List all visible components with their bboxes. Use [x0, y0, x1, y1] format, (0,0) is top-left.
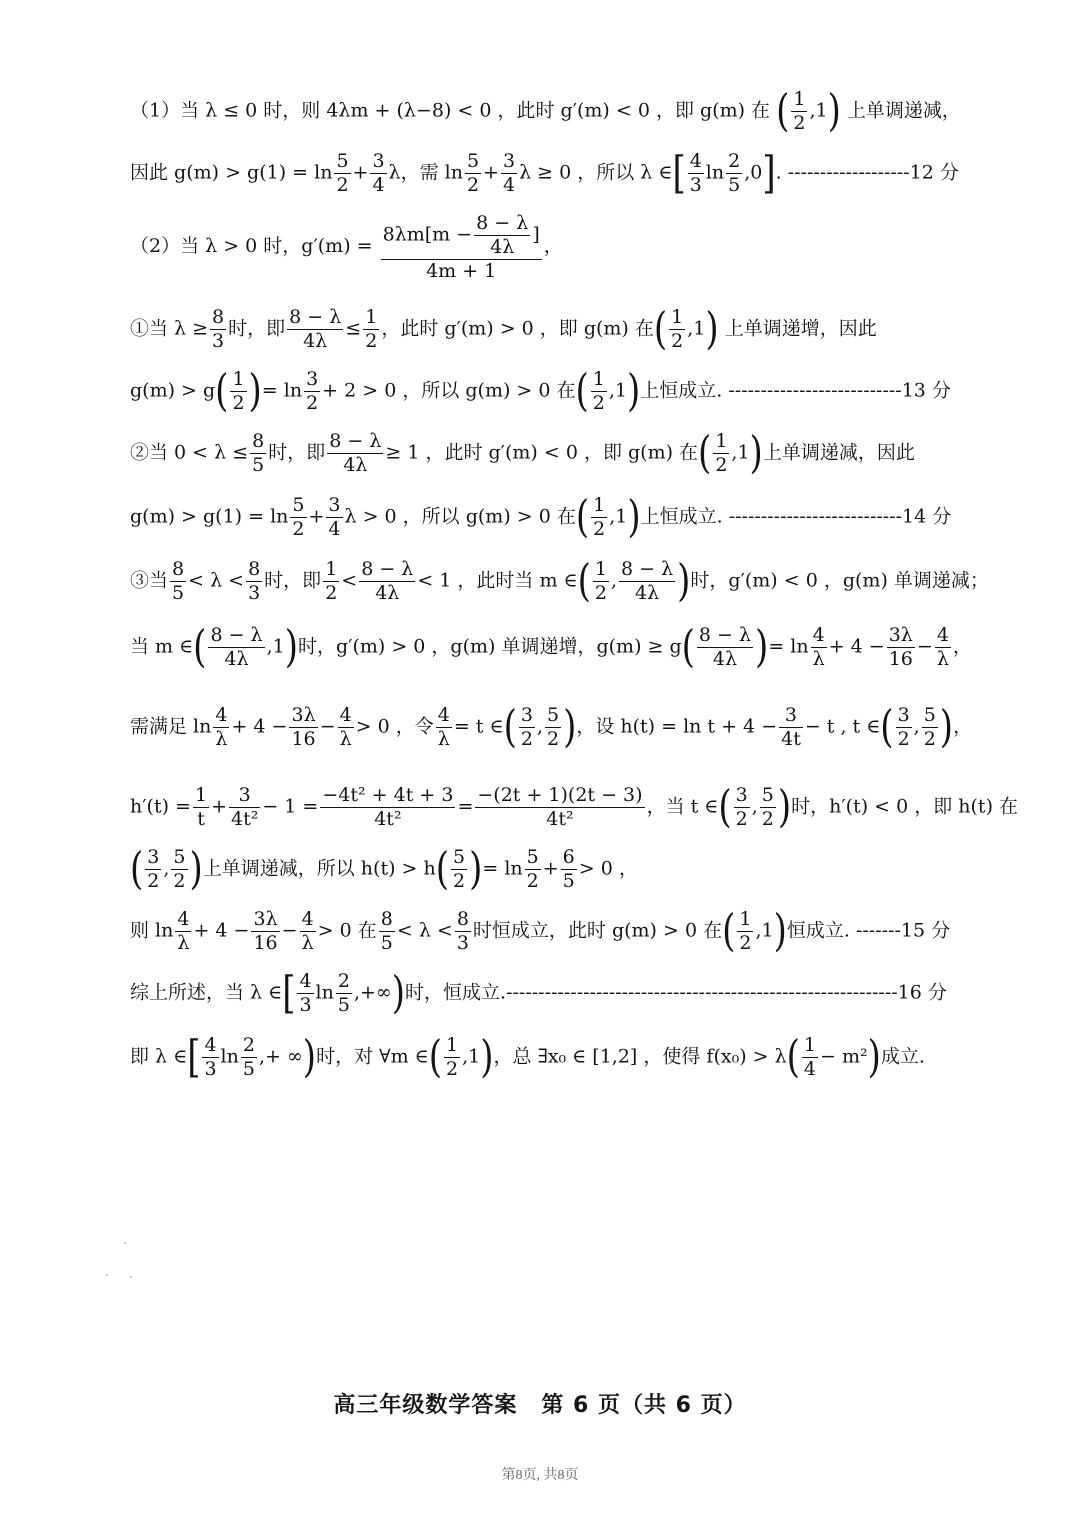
- text: −: [281, 919, 298, 942]
- fraction: $\frac{6}{5}$: [562, 846, 575, 892]
- fraction: $\frac{5}{2}$: [526, 846, 539, 892]
- text: ,1: [266, 635, 285, 658]
- fraction: $\frac{3}{2}$: [306, 368, 319, 414]
- fraction: $\frac{1}{2}$: [593, 494, 606, 540]
- text: 上单调递减，: [846, 99, 961, 122]
- fraction: $\frac{3}{2}$: [897, 704, 910, 750]
- fraction: $\frac{4}{3}$: [299, 970, 312, 1016]
- text: ln: [705, 161, 725, 184]
- text: ，总 ∃x₀ ∈ [1,2] ，使得 f(x₀) > λ: [493, 1045, 787, 1068]
- text: h′(t) =: [130, 795, 191, 818]
- text: − m²: [820, 1045, 868, 1068]
- text: ,+∞: [353, 981, 392, 1004]
- line-8: ③当 $\frac{8}{5}$ < λ < $\frac{8}{3}$ 时，即 $\frac{1}{2}$ < $\frac{8 - \lambda}{4\lambda}$ < 1 ，此时当 m ∈( $\frac{1}{2}$ , $\frac{8 - \lambda}{4\lambda}$ )时，g′(m) < 0 ，g(m) 单调递减；: [130, 555, 989, 608]
- fraction: $\frac{8 - \lambda}{4\lambda}$: [210, 624, 263, 670]
- fraction: $\frac{3}{\text{4t²}}$: [231, 784, 259, 830]
- paren: ): [867, 1031, 881, 1084]
- text: + 4 −: [193, 919, 250, 942]
- fraction: $\frac{8 - \lambda}{4\lambda}$: [289, 306, 342, 352]
- text: 时恒成立，此时 g(m) > 0 在: [472, 919, 723, 942]
- fraction: $\frac{1}{4}$: [803, 1034, 817, 1080]
- paren: (: [193, 621, 207, 674]
- paren: ): [480, 1031, 494, 1084]
- text: −: [916, 635, 933, 658]
- fraction: $\frac{8}{5}$: [380, 908, 393, 954]
- text: = t ∈: [453, 715, 504, 738]
- paren: (: [503, 701, 517, 754]
- text: ，需 ln: [400, 161, 463, 184]
- fraction: $\frac{3}{4}$: [328, 494, 341, 540]
- text: ②当 0 < λ ≤: [130, 441, 249, 464]
- text: > 0 ，: [578, 857, 638, 880]
- line-9: [130, 621, 972, 674]
- line-2: 因此 g(m) > g(1) = ln $\frac{5}{2}$ + $\frac{3}{4}$ λ，需 ln $\frac{5}{2}$ + $\frac{3}{4}$ λ ≥ 0 ，所以 λ ∈[ $\frac{4}{3}$ ln $\frac{2}{5}$ ,0]. -------------------12 分: [130, 147, 959, 200]
- text: < λ <: [188, 569, 245, 592]
- fraction: $\frac{3}{2}$: [735, 784, 748, 830]
- text: ,1: [609, 505, 628, 528]
- line-1: [130, 85, 961, 138]
- text: 成立.: [880, 1045, 925, 1068]
- text: ，: [953, 715, 973, 738]
- text: λ > 0 ，所以 g(m) > 0 在: [344, 505, 576, 528]
- paren: ): [563, 701, 577, 754]
- paren: ): [391, 967, 406, 1020]
- paren: ): [302, 1031, 317, 1084]
- text: − t , t ∈: [804, 715, 881, 738]
- paren: ): [627, 491, 641, 544]
- fraction: $\frac{1}{2}$: [715, 430, 728, 476]
- paren: ): [248, 365, 262, 418]
- text: 上单调递增，因此: [724, 317, 877, 340]
- fraction: $\frac{5}{2}$: [453, 846, 466, 892]
- text: ,1: [755, 919, 774, 942]
- bracket: ]: [762, 147, 776, 200]
- text: 恒成立. -------15 分: [786, 919, 951, 942]
- fraction: $\frac{3}{2}$: [520, 704, 533, 750]
- paren: (: [428, 1031, 442, 1084]
- fraction: $\frac{4}{\lambda}$: [936, 624, 949, 670]
- fraction: $\frac{3}{4}$: [372, 150, 385, 196]
- paren: (: [880, 701, 894, 754]
- text: − 1 =: [262, 795, 319, 818]
- paren: ): [939, 701, 954, 754]
- fraction: $\frac{1}{2}$: [365, 306, 378, 352]
- fraction: $\frac{8}{3}$: [212, 306, 225, 352]
- fraction: $\frac{1}{2}$: [793, 88, 806, 134]
- text: + 4 −: [231, 715, 288, 738]
- text: ln: [315, 981, 334, 1004]
- fraction: $\frac{5}{2}$: [923, 704, 936, 750]
- text: 上单调递减，所以 h(t) > h: [202, 857, 436, 880]
- text: ,1: [608, 379, 628, 402]
- fraction: $\frac{4}{\lambda}$: [177, 908, 190, 954]
- line-11: h′(t) = $\frac{1}{t}$ + $\frac{3}{\text{4t²}}$ − 1 = $\frac{\text{−4t² + 4t + 3}}{\text{4t²}}$ = $\frac{-(2t + 1)(2t - 3)}{\text{4t²}}$ ，当 t ∈( $\frac{3}{2}$ , $\frac{5}{2}$ )时，h′(t) < 0 ，即 h(t) 在: [130, 781, 1019, 834]
- fraction: $\frac{4}{\lambda}$: [437, 704, 450, 750]
- text: ,0: [744, 161, 763, 184]
- fraction: $\frac{8 - \lambda}{4\lambda}$: [698, 624, 752, 670]
- paren: ): [749, 427, 763, 480]
- text: 需满足 ln: [130, 715, 212, 738]
- bracket: [: [282, 967, 296, 1020]
- page-count: 第8页, 共8页: [501, 1468, 579, 1483]
- fraction: $\frac{1}{t}$: [194, 784, 208, 830]
- paren: (: [776, 85, 790, 138]
- text: 即 λ ∈: [130, 1045, 188, 1068]
- text: + 2 > 0 ，所以 g(m) > 0 在: [322, 379, 576, 402]
- line-6: [130, 427, 915, 480]
- line-12: ( $\frac{3}{2}$ , $\frac{5}{2}$ )上单调递减，所以 h(t) > h( $\frac{5}{2}$ )= ln $\frac{5}{2}$ + $\frac{6}{5}$ > 0 ，: [130, 843, 638, 896]
- line-15: [130, 1031, 925, 1084]
- fraction: $\frac{1}{2}$: [594, 558, 607, 604]
- paren: (: [653, 303, 668, 356]
- fraction: $\frac{1}{2}$: [592, 368, 605, 414]
- fraction: $\frac{1}{2}$: [232, 368, 245, 414]
- paren: (: [681, 621, 695, 674]
- text: < 1 ，此时当 m ∈: [417, 569, 578, 592]
- fraction: $\frac{5}{2}$: [546, 704, 560, 750]
- text: > 0 在: [317, 919, 377, 942]
- line-5: [130, 365, 951, 418]
- paren: ): [827, 85, 841, 138]
- fraction: $\frac{4}{\lambda}$: [215, 704, 228, 750]
- paren: ): [705, 303, 719, 356]
- fraction: $\frac{\text{−4t² + 4t + 3}}{\text{4t²}}$: [322, 784, 454, 830]
- paren: ): [189, 843, 203, 896]
- text: ln: [220, 1045, 239, 1068]
- fraction: 8λm[m − $\frac{8 - \lambda}{4\lambda}$ ] 4m + 1: [382, 212, 540, 282]
- text: 时，即: [228, 317, 286, 340]
- fraction: $\frac{3}{2}$: [147, 846, 160, 892]
- text: 时，g′(m) > 0 ，g(m) 单调递增，g(m) ≥ g: [297, 635, 682, 658]
- text: 时，恒成立.-------------------------------------------------------------16 分: [405, 981, 947, 1004]
- text: = ln: [482, 857, 523, 880]
- text: 综上所述，当 λ ∈: [130, 981, 283, 1004]
- text: 则 ln: [130, 919, 174, 942]
- paren: ): [284, 621, 298, 674]
- text: ，: [952, 635, 972, 658]
- text: 时，即: [268, 441, 326, 464]
- footer-title: 高三年级数学答案: [333, 1393, 518, 1418]
- line-10: 需满足 ln $\frac{4}{\lambda}$ + 4 − $\frac{3\lambda}{16}$ − $\frac{4}{\lambda}$ > 0 ，令 $\frac{4}{\lambda}$ = t ∈( $\frac{3}{2}$ , $\frac{5}{2}$ )，设 h(t) = ln t + 4 − $\frac{3}{4t}$ − t , t ∈( $\frac{3}{2}$ , $\frac{5}{2}$ )，: [130, 701, 973, 754]
- fraction: $\frac{1}{2}$: [325, 558, 338, 604]
- text: ≥ 0 ，所以 λ ∈: [537, 161, 673, 184]
- paren: (: [698, 427, 712, 480]
- line-13: [130, 905, 951, 958]
- fraction: $\frac{8}{3}$: [456, 908, 469, 954]
- fraction: $\frac{1}{2}$: [445, 1034, 459, 1080]
- fraction: $\frac{1}{2}$: [671, 306, 684, 352]
- fraction: $\frac{4}{3}$: [204, 1034, 217, 1080]
- text: ，设 h(t) = ln t + 4 −: [576, 715, 778, 738]
- fraction: $\frac{3\lambda}{16}$: [291, 704, 316, 750]
- fraction: $\frac{8 - \lambda}{4\lambda}$: [329, 430, 382, 476]
- bracket: [: [187, 1031, 201, 1084]
- paren: (: [575, 491, 590, 544]
- text: −: [319, 715, 336, 738]
- fraction: $\frac{2}{5}$: [242, 1034, 255, 1080]
- text: ≥ 1 ，此时 g′(m) < 0 ，即 g(m) 在: [385, 441, 699, 464]
- text: 上恒成立. ---------------------------13 分: [640, 379, 951, 402]
- line-14: [130, 967, 947, 1020]
- fraction: $\frac{8}{5}$: [252, 430, 265, 476]
- scan-speck: [124, 1242, 126, 1244]
- text: ≤: [345, 317, 362, 340]
- fraction: $\frac{8 - \lambda}{4\lambda}$: [361, 558, 414, 604]
- paren: (: [130, 843, 144, 896]
- fraction: $\frac{3\lambda}{16}$: [253, 908, 278, 954]
- text: ，: [543, 235, 563, 258]
- text: ，当 t ∈: [646, 795, 719, 818]
- text: λ: [388, 161, 401, 184]
- line-3: [130, 212, 563, 282]
- text: . -------------------12 分: [775, 161, 959, 184]
- text: 时，h′(t) < 0 ，即 h(t) 在: [791, 795, 1019, 818]
- bracket: [: [672, 147, 686, 200]
- text: = ln: [261, 379, 303, 402]
- page-footer: [0, 1388, 1080, 1419]
- text: 时，对 ∀m ∈: [316, 1045, 429, 1068]
- text: ,1: [462, 1045, 481, 1068]
- fraction: $\frac{5}{2}$: [466, 150, 480, 196]
- text: 因此 g(m) > g(1) = ln: [130, 161, 333, 184]
- text: ,1: [687, 317, 706, 340]
- text: 上单调递减，因此: [762, 441, 915, 464]
- line-7: g(m) > g(1) = ln $\frac{5}{2}$ + $\frac{3}{4}$ λ > 0 ，所以 g(m) > 0 在( $\frac{1}{2}$ ,1)上恒成立. ---------------------------14 分: [130, 491, 952, 544]
- fraction: $\frac{2}{5}$: [337, 970, 350, 1016]
- text: ③当: [130, 569, 169, 592]
- fraction: $\frac{8}{3}$: [248, 558, 261, 604]
- fraction: $\frac{3}{4t}$: [781, 704, 801, 750]
- fraction: $\frac{3\lambda}{16}$: [888, 624, 913, 670]
- paren: ): [627, 365, 641, 418]
- fraction: $\frac{5}{2}$: [173, 846, 186, 892]
- text: +: [211, 795, 227, 818]
- text: ，此时 g′(m) > 0 ，即 g(m) 在: [381, 317, 654, 340]
- scan-speck: [130, 1276, 132, 1278]
- paren: (: [786, 1031, 800, 1084]
- paren: ): [677, 555, 691, 608]
- fraction: $\frac{4}{\lambda}$: [301, 908, 314, 954]
- text: 时，g′(m) < 0 ，g(m) 单调递减；: [690, 569, 989, 592]
- text: λ: [519, 161, 532, 184]
- fraction: $\frac{4}{3}$: [689, 150, 702, 196]
- text: <: [341, 569, 358, 592]
- fraction: $\frac{-(2t + 1)(2t - 3)}{\text{4t²}}$: [477, 784, 643, 830]
- paren: (: [577, 555, 591, 608]
- line-4: [130, 303, 877, 356]
- fraction: $\frac{3}{4}$: [502, 150, 516, 196]
- text: （1）当 λ ≤ 0 时，则 4λm + (λ−8) < 0 ，此时 g′(m) < 0 ，即 g(m) 在: [130, 99, 777, 122]
- fraction: $\frac{5}{2}$: [292, 494, 305, 540]
- paren: (: [722, 905, 736, 958]
- text: g(m) > g: [130, 379, 216, 402]
- text: 当 m ∈: [130, 635, 194, 658]
- text: 时，即: [264, 569, 322, 592]
- paren: (: [215, 365, 229, 418]
- paren: (: [575, 365, 589, 418]
- fraction: $\frac{4}{\lambda}$: [812, 624, 825, 670]
- text: g(m) > g(1) = ln: [130, 505, 289, 528]
- fraction: $\frac{5}{2}$: [336, 150, 349, 196]
- text: = ln: [768, 635, 809, 658]
- paren: ): [777, 781, 792, 834]
- text: + 4 −: [828, 635, 885, 658]
- paren: (: [435, 843, 450, 896]
- text: =: [457, 795, 474, 818]
- text: ,+ ∞: [258, 1045, 303, 1068]
- fraction: $\frac{8 - \lambda}{4\lambda}$: [621, 558, 674, 604]
- text: （2）当 λ > 0 时，g′(m) =: [130, 235, 373, 258]
- fraction: $\frac{4}{\lambda}$: [339, 704, 352, 750]
- text: ①当 λ ≥: [130, 317, 209, 340]
- footer-page: 第 6 页（共 6 页）: [541, 1393, 747, 1418]
- scan-speck: [106, 1274, 108, 1276]
- fraction: $\frac{2}{5}$: [728, 150, 741, 196]
- paren: ): [469, 843, 483, 896]
- paren: ): [773, 905, 787, 958]
- text: ,1: [809, 99, 828, 122]
- fraction: $\frac{8}{5}$: [172, 558, 185, 604]
- fraction: $\frac{5}{2}$: [761, 784, 774, 830]
- paren: (: [718, 781, 732, 834]
- text: +: [542, 857, 559, 880]
- text: > 0 ，令: [355, 715, 434, 738]
- fraction: $\frac{1}{2}$: [739, 908, 752, 954]
- text: < λ <: [396, 919, 453, 942]
- text: 上恒成立. ---------------------------14 分: [640, 505, 952, 528]
- text: ,1: [731, 441, 750, 464]
- paren: ): [755, 621, 769, 674]
